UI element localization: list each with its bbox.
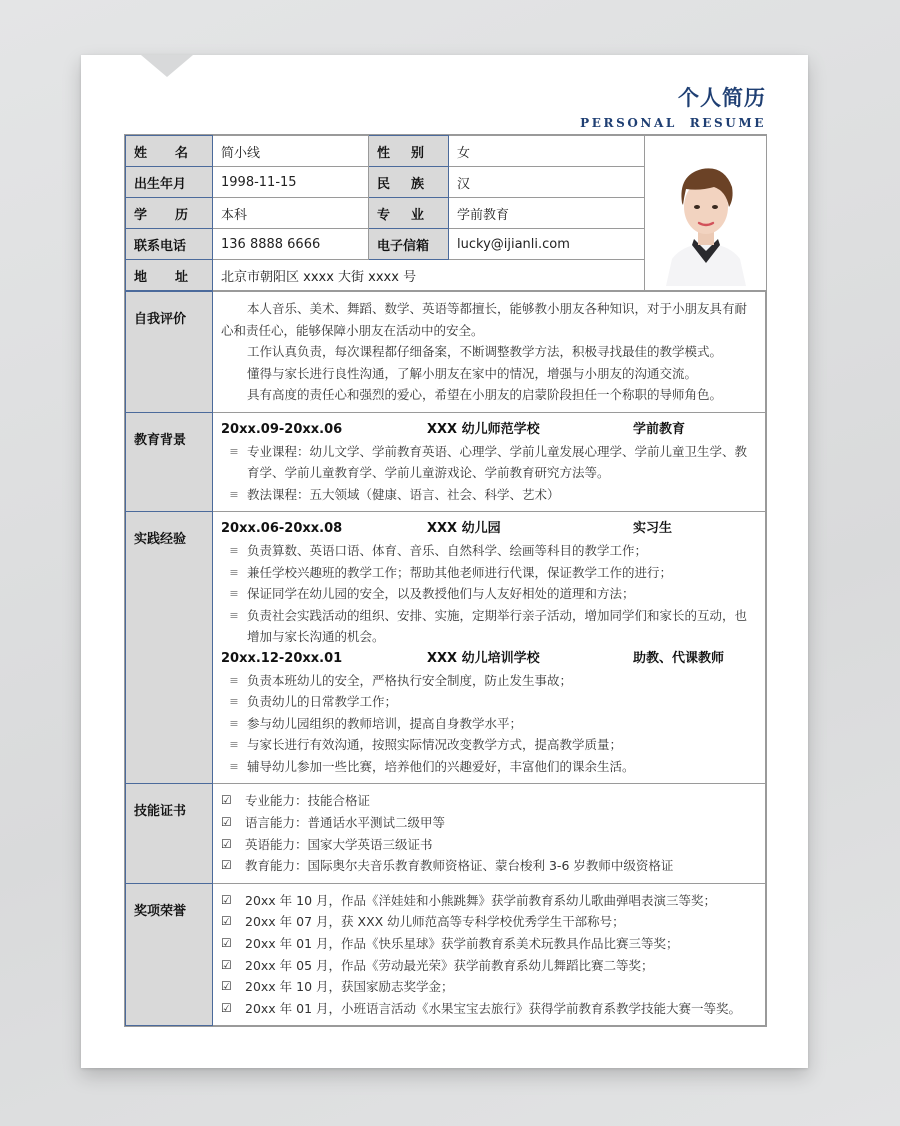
ethnicity-label [369, 167, 449, 198]
resume-table [124, 134, 767, 1027]
list-item-text: 20xx 年 05 月，作品《劳动最光荣》获学前教育系幼儿舞蹈比赛二等奖； [245, 957, 654, 973]
list-item-text: 专业课程：幼儿文学、学前教育英语、心理学、学前儿童发展心理学、学前儿童卫生学、教育学、学前儿童教育学、学前儿童游戏论、学前教育研究方法等。 [247, 443, 748, 481]
education-label [126, 198, 213, 229]
list-item-text: 20xx 年 10 月，作品《洋娃娃和小熊跳舞》获学前教育系幼儿歌曲弹唱表演三等奖； [245, 892, 717, 908]
entry-period: 20xx.12-20xx.01 [221, 650, 343, 666]
list-item [221, 734, 759, 756]
checkbox-checked-icon: ☑ [221, 793, 232, 808]
list-item-text: 语言能力：普通话水平测试二级甲等 [245, 815, 446, 831]
name-label [126, 136, 213, 167]
checkbox-checked-icon: ☑ [221, 858, 232, 873]
portrait-photo-icon [652, 141, 760, 286]
checkbox-checked-icon: ☑ [221, 892, 232, 907]
major-label [369, 198, 449, 229]
label-char: 姓 [134, 145, 148, 161]
bullet-icon: ≡ [229, 738, 239, 752]
label-char: 别 [410, 145, 424, 161]
entry-role: 实习生 [633, 521, 673, 537]
practice-content [213, 512, 766, 784]
list-item [221, 484, 759, 506]
label-char: 址 [174, 269, 188, 285]
basic-info-table [125, 135, 767, 291]
list-item-text: 教法课程：五大领域（健康、语言、社会、科学、艺术） [247, 486, 560, 502]
bullet-icon: ≡ [229, 587, 239, 601]
name-value: 简小线 [213, 136, 369, 167]
entry-organization: XXX 幼儿师范学校 [427, 421, 540, 437]
page-notch-decoration [141, 55, 193, 77]
label-char: 学 [134, 207, 148, 223]
list-item-text: 参与幼儿园组织的教师培训，提高自身教学水平； [247, 715, 523, 731]
entry-header [221, 518, 759, 540]
awards-section [126, 883, 766, 1026]
list-item [221, 976, 759, 998]
entry-role: 学前教育 [633, 421, 686, 437]
label-char: 性 [377, 145, 391, 161]
list-item-text: 保证同学在幼儿园的安全，以及教授他们与人友好相处的道理和方法； [247, 586, 635, 602]
list-item-text: 负责本班幼儿的安全，严格执行安全制度，防止发生事故； [247, 672, 573, 688]
self-eval-label: 自我评价 [126, 292, 213, 413]
list-item-text: 20xx 年 10 月，获国家励志奖学金； [245, 979, 454, 995]
list-item [221, 890, 759, 912]
list-item [221, 562, 759, 584]
email-value: lucky@ijianli.com [449, 229, 645, 260]
list-item-text: 辅导幼儿参加一些比赛，培养他们的兴趣爱好，丰富他们的课余生活。 [247, 758, 635, 774]
list-item-text: 20xx 年 01 月，作品《快乐星球》获学前教育系美术玩教具作品比赛三等奖； [245, 936, 679, 952]
entry-period: 20xx.09-20xx.06 [221, 421, 343, 437]
entry-organization: XXX 幼儿园 [427, 521, 501, 537]
list-item-text: 兼任学校兴趣班的教学工作；帮助其他老师进行代课，保证教学工作的进行； [247, 564, 673, 580]
list-item-text: 英语能力：国家大学英语三级证书 [245, 836, 433, 852]
list-item [221, 933, 759, 955]
list-item-text: 教育能力：国际奥尔夫音乐教育教师资格证、蒙台梭利 3-6 岁教师中级资格证 [245, 858, 674, 874]
list-item [221, 855, 759, 877]
awards-label: 奖项荣誉 [126, 883, 213, 1026]
list-item [221, 998, 759, 1020]
address-label [126, 260, 213, 291]
list-item-text: 负责幼儿的日常教学工作； [247, 694, 398, 710]
birth-label: 出生年月 [126, 167, 213, 198]
self-eval-paragraph: 工作认真负责，每次课程都仔细备案，不断调整教学方法，积极寻找最佳的教学模式。 [247, 344, 723, 360]
bullet-icon: ≡ [229, 716, 239, 730]
awards-content [213, 883, 766, 1026]
list-item [221, 691, 759, 713]
phone-value: 136 8888 6666 [213, 229, 369, 260]
entry-organization: XXX 幼儿培训学校 [427, 650, 540, 666]
checkbox-checked-icon: ☑ [221, 936, 232, 951]
photo-cell [645, 136, 767, 291]
self-eval-paragraph: 懂得与家长进行良性沟通，了解小朋友在家中的情况，增强与小朋友的沟通交流。 [247, 365, 698, 381]
entry-role: 助教、代课教师 [633, 650, 725, 666]
list-item [221, 756, 759, 778]
practice-section [126, 512, 766, 784]
bullet-icon: ≡ [229, 543, 239, 557]
label-char: 民 [377, 176, 391, 192]
bullet-icon: ≡ [229, 487, 239, 501]
checkbox-checked-icon: ☑ [221, 836, 232, 851]
list-item-text: 负责社会实践活动的组织、安排、实施，定期举行亲子活动，增加同学们和家长的互动，也增加与家长沟通的机会。 [247, 607, 748, 645]
bullet-icon: ≡ [229, 444, 239, 458]
checkbox-checked-icon: ☑ [221, 957, 232, 972]
education-section [126, 412, 766, 511]
entry-header [221, 648, 759, 670]
list-item-text: 与家长进行有效沟通，按照实际情况改变教学方式，提高教学质量； [247, 737, 623, 753]
list-item-text: 20xx 年 01 月，小班语言活动《水果宝宝去旅行》获得学前教育系教学技能大赛一等奖。 [245, 1000, 742, 1016]
list-item [221, 911, 759, 933]
resume-page [81, 55, 808, 1068]
list-item [221, 955, 759, 977]
self-eval-section [126, 292, 766, 413]
entry-period: 20xx.06-20xx.08 [221, 521, 343, 537]
gender-value: 女 [449, 136, 645, 167]
list-item-text: 专业能力：技能合格证 [245, 793, 371, 809]
entry-header [221, 419, 759, 441]
resume-subtitle: PERSONAL RESUME [580, 116, 766, 130]
checkbox-checked-icon: ☑ [221, 979, 232, 994]
list-item [221, 790, 759, 812]
skills-content [213, 784, 766, 883]
bullet-icon: ≡ [229, 673, 239, 687]
label-char: 族 [410, 176, 424, 192]
label-char: 历 [174, 207, 188, 223]
education-bg-label: 教育背景 [126, 412, 213, 511]
list-item [221, 441, 759, 484]
list-item [221, 834, 759, 856]
address-value: 北京市朝阳区 xxxx 大街 xxxx 号 [213, 260, 645, 291]
checkbox-checked-icon: ☑ [221, 1000, 232, 1015]
list-item-text: 20xx 年 07 月，获 XXX 幼儿师范高等专科学校优秀学生干部称号； [245, 914, 625, 930]
list-item [221, 713, 759, 735]
self-eval-paragraph: 本人音乐、美术、舞蹈、数学、英语等都擅长，能够教小朋友各种知识，对于小朋友具有耐心和责任心，能够保障小朋友在活动中的安全。 [221, 301, 748, 338]
label-char: 名 [174, 145, 188, 161]
list-item [221, 605, 759, 648]
ethnicity-value: 汉 [449, 167, 645, 198]
major-value: 学前教育 [449, 198, 645, 229]
bullet-icon: ≡ [229, 759, 239, 773]
self-eval-paragraph: 具有高度的责任心和强烈的爱心，希望在小朋友的启蒙阶段担任一个称职的导师角色。 [247, 387, 723, 403]
bullet-icon: ≡ [229, 565, 239, 579]
education-value: 本科 [213, 198, 369, 229]
bullet-icon: ≡ [229, 608, 239, 622]
email-label: 电子信箱 [369, 229, 449, 260]
checkbox-checked-icon: ☑ [221, 815, 232, 830]
list-item [221, 583, 759, 605]
list-item [221, 812, 759, 834]
label-char: 地 [134, 269, 148, 285]
gender-label [369, 136, 449, 167]
education-bg-content [213, 412, 766, 511]
birth-value: 1998-11-15 [213, 167, 369, 198]
details-table [125, 291, 766, 1026]
resume-title: 个人简历 [678, 86, 766, 110]
skills-label: 技能证书 [126, 784, 213, 883]
practice-label: 实践经验 [126, 512, 213, 784]
list-item-text: 负责算数、英语口语、体育、音乐、自然科学、绘画等科目的教学工作； [247, 542, 648, 558]
skills-section [126, 784, 766, 883]
self-eval-content [213, 292, 766, 413]
checkbox-checked-icon: ☑ [221, 914, 232, 929]
bullet-icon: ≡ [229, 695, 239, 709]
list-item [221, 670, 759, 692]
label-char: 专 [377, 207, 391, 223]
phone-label: 联系电话 [126, 229, 213, 260]
list-item [221, 540, 759, 562]
label-char: 业 [410, 207, 424, 223]
